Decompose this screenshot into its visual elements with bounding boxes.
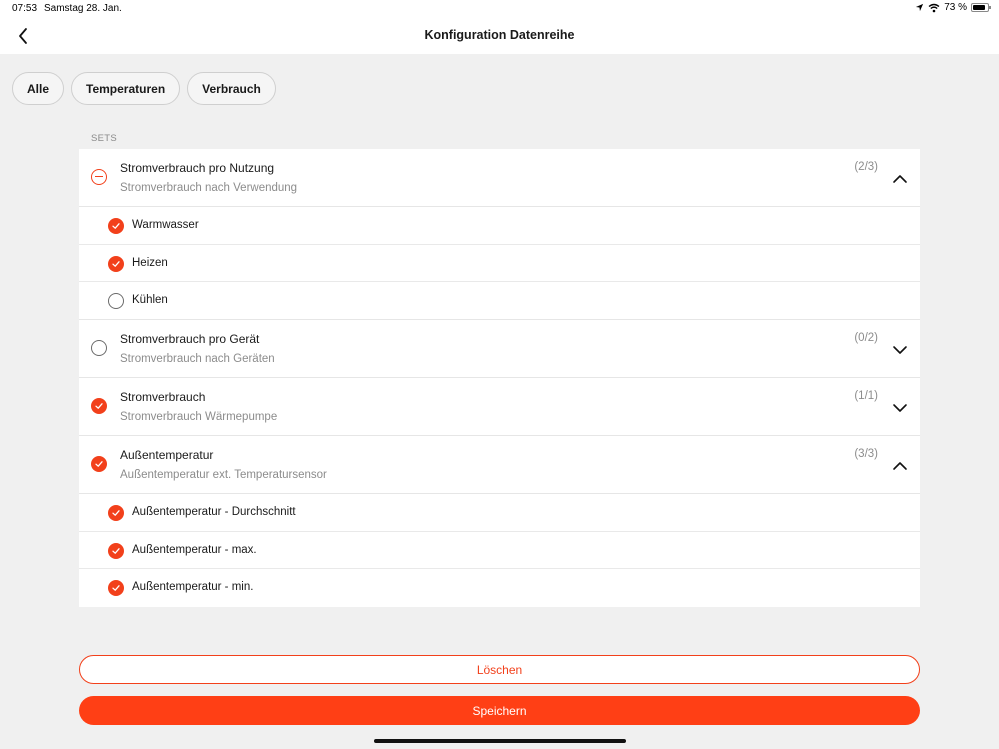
group-stromverbrauch-pro-geraet[interactable] bbox=[79, 320, 920, 378]
filter-chip-alle[interactable]: Alle bbox=[12, 72, 64, 105]
wifi-icon bbox=[928, 3, 940, 13]
navigation-bar bbox=[0, 18, 999, 54]
item-label: Außentemperatur - max. bbox=[132, 543, 257, 556]
item-label: Außentemperatur - Durchschnitt bbox=[132, 506, 296, 519]
group-count: (2/3) bbox=[854, 161, 878, 173]
list-item-warmwasser[interactable] bbox=[79, 207, 920, 245]
location-arrow-icon bbox=[915, 3, 924, 12]
checkmark-icon[interactable] bbox=[108, 580, 124, 596]
unchecked-circle-icon[interactable] bbox=[108, 293, 124, 309]
chevron-down-icon[interactable] bbox=[892, 400, 908, 416]
save-button[interactable]: Speichern bbox=[79, 696, 920, 725]
status-right bbox=[915, 2, 989, 13]
status-time: 07:53 bbox=[12, 3, 38, 14]
group-subtitle: Außentemperatur ext. Temperatursensor bbox=[120, 469, 327, 482]
checkmark-icon[interactable] bbox=[108, 256, 124, 272]
checkmark-icon[interactable] bbox=[91, 456, 107, 472]
battery-percent: 73 % bbox=[944, 2, 967, 13]
status-bar bbox=[0, 0, 999, 18]
list-item-aussentemperatur-durchschnitt[interactable] bbox=[79, 494, 920, 532]
group-title: Stromverbrauch pro Nutzung bbox=[120, 161, 275, 175]
group-stromverbrauch[interactable] bbox=[79, 378, 920, 436]
group-title: Außentemperatur bbox=[120, 448, 214, 463]
item-label: Außentemperatur - min. bbox=[132, 581, 254, 594]
item-label: Heizen bbox=[132, 256, 168, 269]
list-item-kuehlen[interactable] bbox=[79, 282, 920, 320]
section-label-sets: SETS bbox=[91, 133, 118, 144]
group-subtitle: Stromverbrauch Wärmepumpe bbox=[120, 411, 278, 424]
group-subtitle: Stromverbrauch nach Geräten bbox=[120, 353, 275, 366]
group-count: (1/1) bbox=[854, 390, 878, 403]
chevron-down-icon[interactable] bbox=[892, 342, 908, 358]
group-count: (3/3) bbox=[854, 448, 878, 461]
chevron-up-icon[interactable] bbox=[892, 171, 908, 187]
sets-list bbox=[79, 149, 920, 607]
checkmark-icon[interactable] bbox=[108, 505, 124, 521]
checkmark-icon[interactable] bbox=[108, 543, 124, 559]
item-label: Kühlen bbox=[132, 294, 168, 307]
group-title: Stromverbrauch bbox=[120, 390, 206, 405]
unchecked-circle-icon[interactable] bbox=[91, 340, 107, 356]
group-subtitle: Stromverbrauch nach Verwendung bbox=[120, 182, 298, 194]
group-count: (0/2) bbox=[854, 332, 878, 345]
page-title: Konfiguration Datenreihe bbox=[424, 28, 575, 42]
delete-button[interactable]: Löschen bbox=[79, 655, 920, 684]
home-indicator bbox=[374, 739, 626, 743]
status-date: Samstag 28. Jan. bbox=[44, 3, 122, 14]
filter-chips bbox=[12, 72, 276, 105]
list-item-heizen[interactable] bbox=[79, 245, 920, 283]
checkmark-icon[interactable] bbox=[91, 398, 107, 414]
group-aussentemperatur[interactable] bbox=[79, 436, 920, 494]
group-stromverbrauch-pro-nutzung[interactable] bbox=[79, 149, 920, 207]
partial-select-icon[interactable] bbox=[91, 169, 107, 185]
filter-chip-temperaturen[interactable]: Temperaturen bbox=[71, 72, 180, 105]
group-title: Stromverbrauch pro Gerät bbox=[120, 332, 260, 347]
list-item-aussentemperatur-min[interactable] bbox=[79, 569, 920, 607]
filter-chip-verbrauch[interactable]: Verbrauch bbox=[187, 72, 276, 105]
chevron-up-icon[interactable] bbox=[892, 458, 908, 474]
item-label: Warmwasser bbox=[132, 219, 199, 231]
list-item-aussentemperatur-max[interactable] bbox=[79, 532, 920, 570]
checkmark-icon[interactable] bbox=[108, 218, 124, 234]
battery-icon bbox=[971, 3, 989, 12]
